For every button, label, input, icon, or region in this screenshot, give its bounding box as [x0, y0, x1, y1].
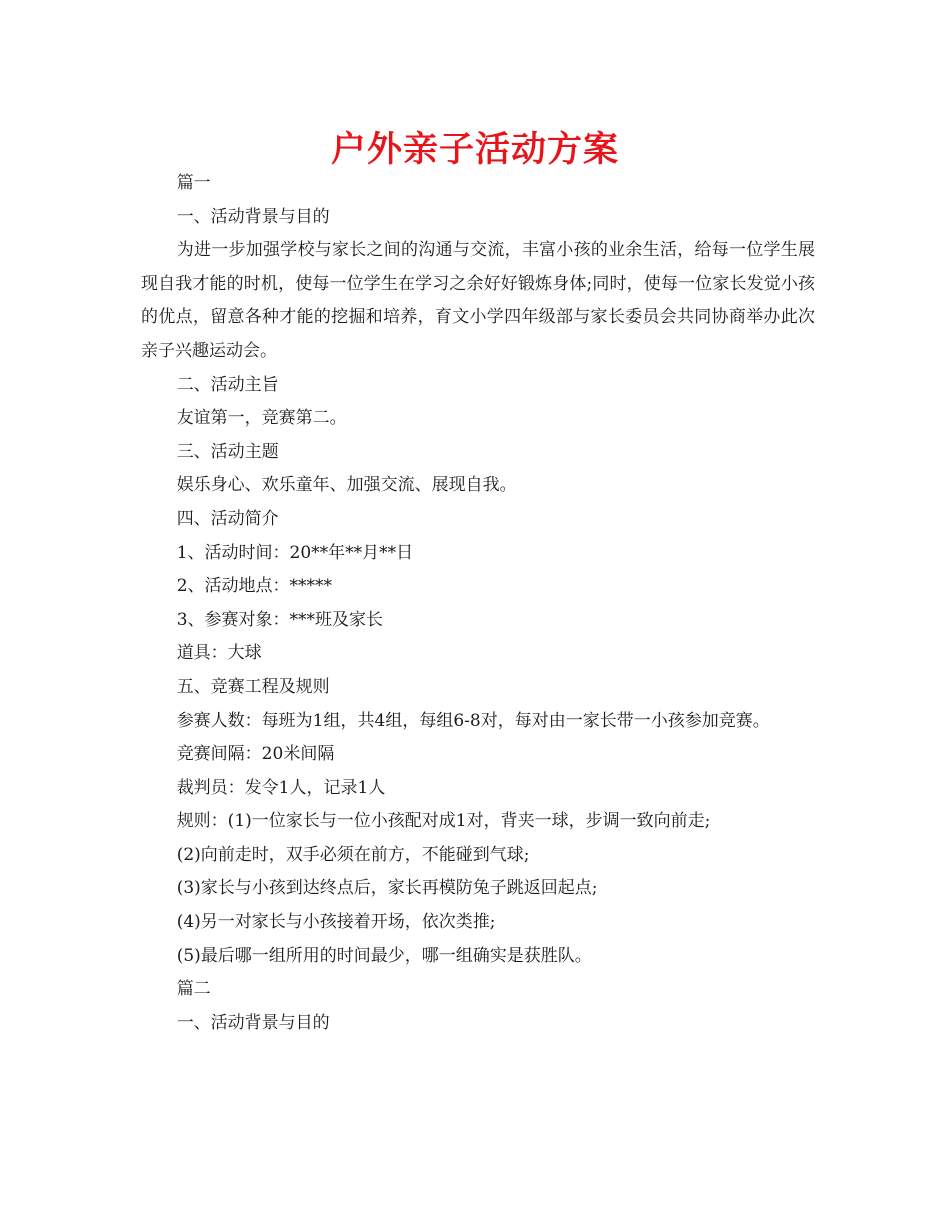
paragraph: 二、活动主旨: [176, 374, 279, 395]
paragraph: 篇二: [176, 979, 211, 1000]
paragraph: 五、竞赛工程及规则: [176, 676, 330, 697]
paragraph: 四、活动简介: [176, 508, 279, 529]
paragraph: 道具：大球: [176, 643, 262, 664]
paragraph: (5)最后哪一组所用的时间最少，哪一组确实是获胜队。: [176, 945, 592, 966]
paragraph: 友谊第一，竞赛第二。: [176, 408, 347, 429]
paragraph: (2)向前走时，双手必须在前方，不能碰到气球;: [176, 844, 530, 865]
paragraph: 娱乐身心、欢乐童年、加强交流、展现自我。: [176, 475, 517, 496]
paragraph: 篇一: [176, 173, 211, 193]
paragraph: (3)家长与小孩到达终点后，家长再模防兔子跳返回起点;: [176, 878, 598, 899]
paragraph: 1、活动时间：20**年**月**日: [176, 542, 414, 563]
paragraph: (4)另一对家长与小孩接着开场，依次类推;: [176, 912, 496, 933]
paragraph: 3、参赛对象：***班及家长: [176, 609, 384, 630]
paragraph: 规则：(1)一位家长与一位小孩配对成1对，背夹一球，步调一致向前走;: [176, 811, 711, 832]
paragraph: 为进一步加强学校与家长之间的沟通与交流，丰富小孩的业余生活，给每一位学生展现自我才能的时机，使每一位学生在学习之余好好锻炼身体;同时，使每一位家长发觉小孩的优点，留意各种才能的挖掘和培养，育文小学四年级部与家长委员会共同协商举办此次亲子兴趣运动会。: [141, 240, 815, 361]
paragraph: 参赛人数：每班为1组，共4组，每组6-8对，每对由一家长带一小孩参加竞赛。: [176, 710, 770, 731]
document-body: [141, 167, 815, 1040]
paragraph: 三、活动主题: [176, 441, 279, 462]
paragraph: 竞赛间隔：20米间隔: [176, 744, 335, 765]
document-title: 户外亲子活动方案: [330, 130, 619, 170]
paragraph: 一、活动背景与目的: [176, 206, 330, 227]
paragraph: 裁判员：发令1人，记录1人: [176, 777, 386, 798]
paragraph: 2、活动地点：*****: [176, 576, 333, 597]
paragraph: 一、活动背景与目的: [176, 1012, 330, 1033]
